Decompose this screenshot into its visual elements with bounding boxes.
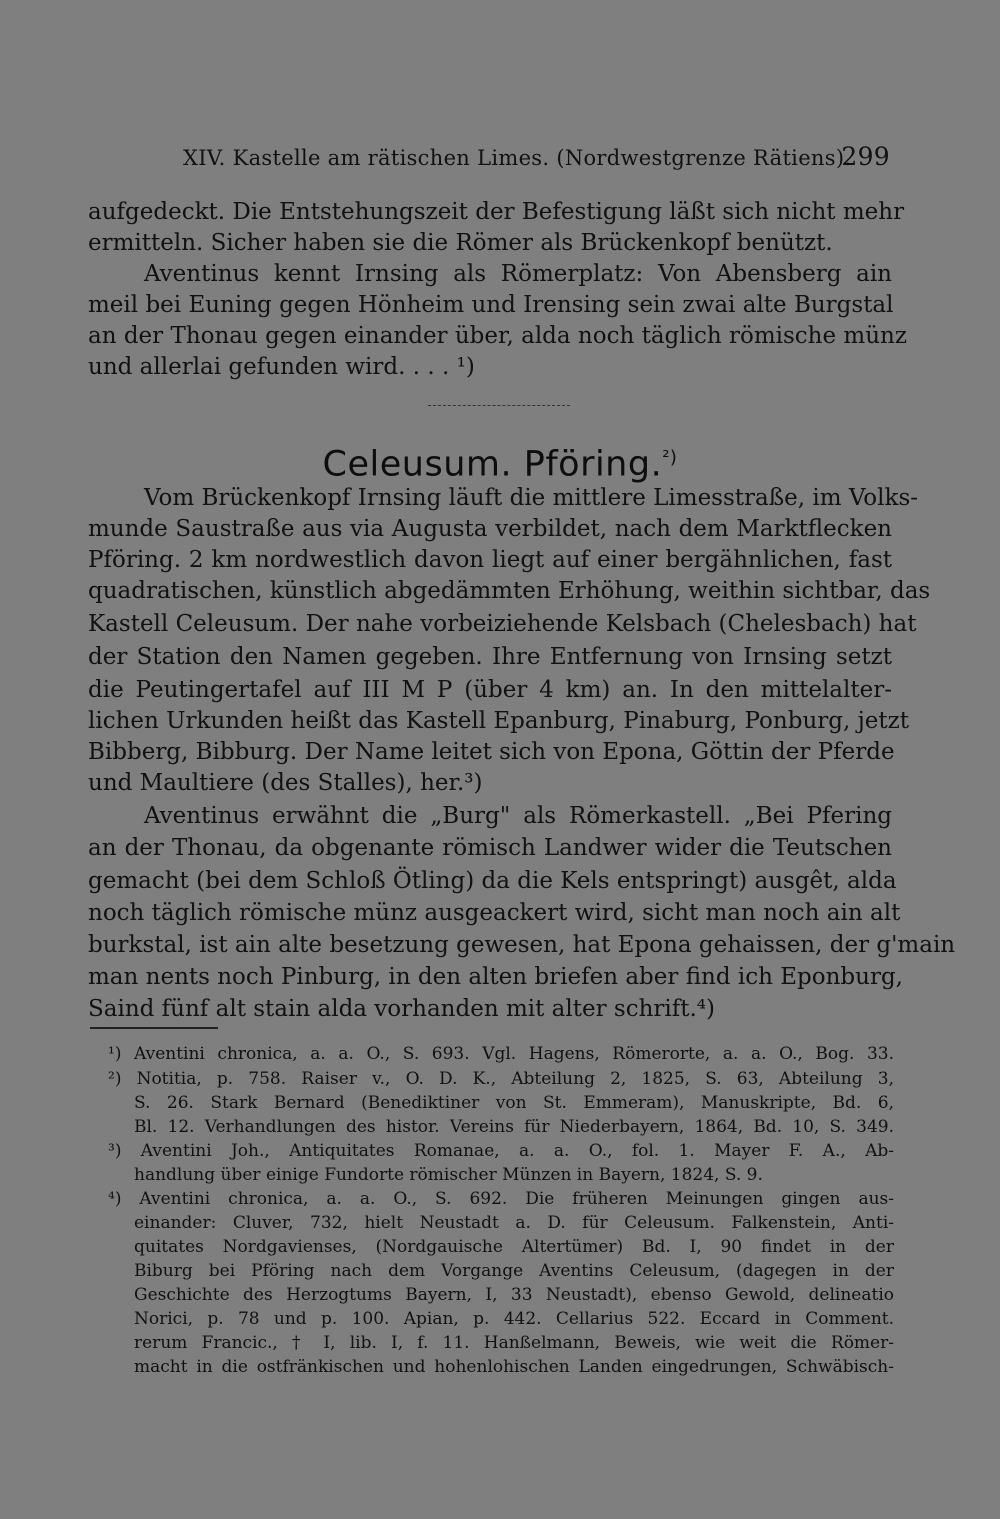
section-heading-text: Celeusum. Pföring. bbox=[322, 444, 663, 485]
text-line: Aventinus erwähnt die „Burg" als Römerkastell. „Bei Pfering bbox=[144, 803, 892, 829]
text-line: die Peutingertafel auf III M P (über 4 km) an. In den mittelalter- bbox=[88, 677, 892, 703]
text-line: der Station den Namen gegeben. Ihre Entfernung von Irnsing setzt bbox=[88, 644, 892, 670]
text-line: quadratischen, künstlich abgedämmten Erhöhung, weithin sichtbar, das bbox=[88, 578, 931, 604]
text-line: Bibberg, Bibburg. Der Name leitet sich von Epona, Göttin der Pferde bbox=[88, 739, 895, 765]
text-line: munde Saustraße aus via Augusta verbildet, nach dem Marktflecken bbox=[88, 516, 892, 542]
text-line: aufgedeckt. Die Entstehungszeit der Befestigung läßt sich nicht mehr bbox=[88, 199, 905, 225]
footnote-line: Geschichte des Herzogtums Bayern, I, 33 Neustadt), ebenso Gewold, delineatio bbox=[134, 1285, 894, 1305]
page-number: 299 bbox=[841, 142, 890, 171]
footnote-line: ²) Notitia, p. 758. Raiser v., O. D. K., Abteilung 2, 1825, S. 63, Abteilung 3, bbox=[108, 1069, 894, 1089]
text-line: meil bei Euning gegen Hönheim und Irensing sein zwai alte Burgstal bbox=[88, 292, 894, 318]
footnote-line: ³) Aventini Joh., Antiquitates Romanae, a. a. O., fol. 1. Mayer F. A., Ab- bbox=[108, 1141, 894, 1161]
footnote-rule bbox=[90, 1027, 218, 1029]
footnote-line: macht in die ostfränkischen und hohenlohischen Landen eingedrungen, Schwäbisch- bbox=[134, 1357, 894, 1377]
text-line: lichen Urkunden heißt das Kastell Epanburg, Pinaburg, Ponburg, jetzt bbox=[88, 708, 909, 734]
text-line: burkstal, ist ain alte besetzung gewesen, hat Epona gehaissen, der g'main bbox=[88, 932, 956, 958]
text-line: man nents noch Pinburg, in den alten briefen aber find ich Eponburg, bbox=[88, 964, 903, 990]
footnote-line: ⁴) Aventini chronica, a. a. O., S. 692. Die früheren Meinungen gingen aus- bbox=[108, 1189, 894, 1209]
text-line: Pföring. 2 km nordwestlich davon liegt auf einer bergähnlichen, fast bbox=[88, 547, 892, 573]
text-line: Vom Brückenkopf Irnsing läuft die mittlere Limesstraße, im Volks- bbox=[144, 485, 919, 511]
text-line: an der Thonau, da obgenante römisch Landwer wider die Teutschen bbox=[88, 835, 892, 861]
footnote-line: Bl. 12. Verhandlungen des histor. Vereins für Niederbayern, 1864, Bd. 10, S. 349. bbox=[134, 1117, 894, 1137]
footnote-line: S. 26. Stark Bernard (Benediktiner von St. Emmeram), Manuskripte, Bd. 6, bbox=[134, 1093, 894, 1113]
footnote-line: einander: Cluver, 732, hielt Neustadt a. D. für Celeusum. Falkenstein, Anti- bbox=[134, 1213, 894, 1233]
footnote-line: Biburg bei Pföring nach dem Vorgange Aventins Celeusum, (dagegen in der bbox=[134, 1261, 894, 1281]
footnote-line: quitates Nordgavienses, (Nordgauische Altertümer) Bd. I, 90 findet in der bbox=[134, 1237, 894, 1257]
text-line: Kastell Celeusum. Der nahe vorbeiziehende Kelsbach (Chelesbach) hat bbox=[88, 611, 917, 637]
text-line: Saind fünf alt stain alda vorhanden mit alter schrift.⁴) bbox=[88, 996, 715, 1022]
footnote-line: handlung über einige Fundorte römischer Münzen in Bayern, 1824, S. 9. bbox=[134, 1165, 763, 1185]
section-divider bbox=[428, 405, 570, 406]
text-line: gemacht (bei dem Schloß Ötling) da die Kels entspringt) ausgêt, alda bbox=[88, 868, 897, 894]
text-line: und allerlai gefunden wird. . . . ¹) bbox=[88, 354, 475, 380]
text-line: an der Thonau gegen einander über, alda noch täglich römische münz bbox=[88, 323, 907, 349]
footnote-line: Norici, p. 78 und p. 100. Apian, p. 442. Cellarius 522. Eccard in Comment. bbox=[134, 1309, 894, 1329]
section-heading bbox=[0, 432, 1000, 484]
text-line: ermitteln. Sicher haben sie die Römer als Brückenkopf benützt. bbox=[88, 230, 833, 256]
footnote-line: rerum Francic., † I, lib. I, f. 11. Hanßelmann, Beweis, wie weit die Römer- bbox=[134, 1333, 894, 1353]
text-line: Aventinus kennt Irnsing als Römerplatz: Von Abensberg ain bbox=[144, 261, 892, 287]
text-line: und Maultiere (des Stalles), her.³) bbox=[88, 770, 483, 796]
section-heading-footnote-ref: ²) bbox=[662, 447, 678, 468]
running-header-title: XIV. Kastelle am rätischen Limes. (Nordwestgrenze Rätiens). bbox=[183, 146, 852, 170]
running-header bbox=[183, 140, 890, 174]
text-line: noch täglich römische münz ausgeackert wird, sicht man noch ain alt bbox=[88, 900, 901, 926]
footnote-line: ¹) Aventini chronica, a. a. O., S. 693. Vgl. Hagens, Römerorte, a. a. O., Bog. 33. bbox=[108, 1044, 894, 1064]
